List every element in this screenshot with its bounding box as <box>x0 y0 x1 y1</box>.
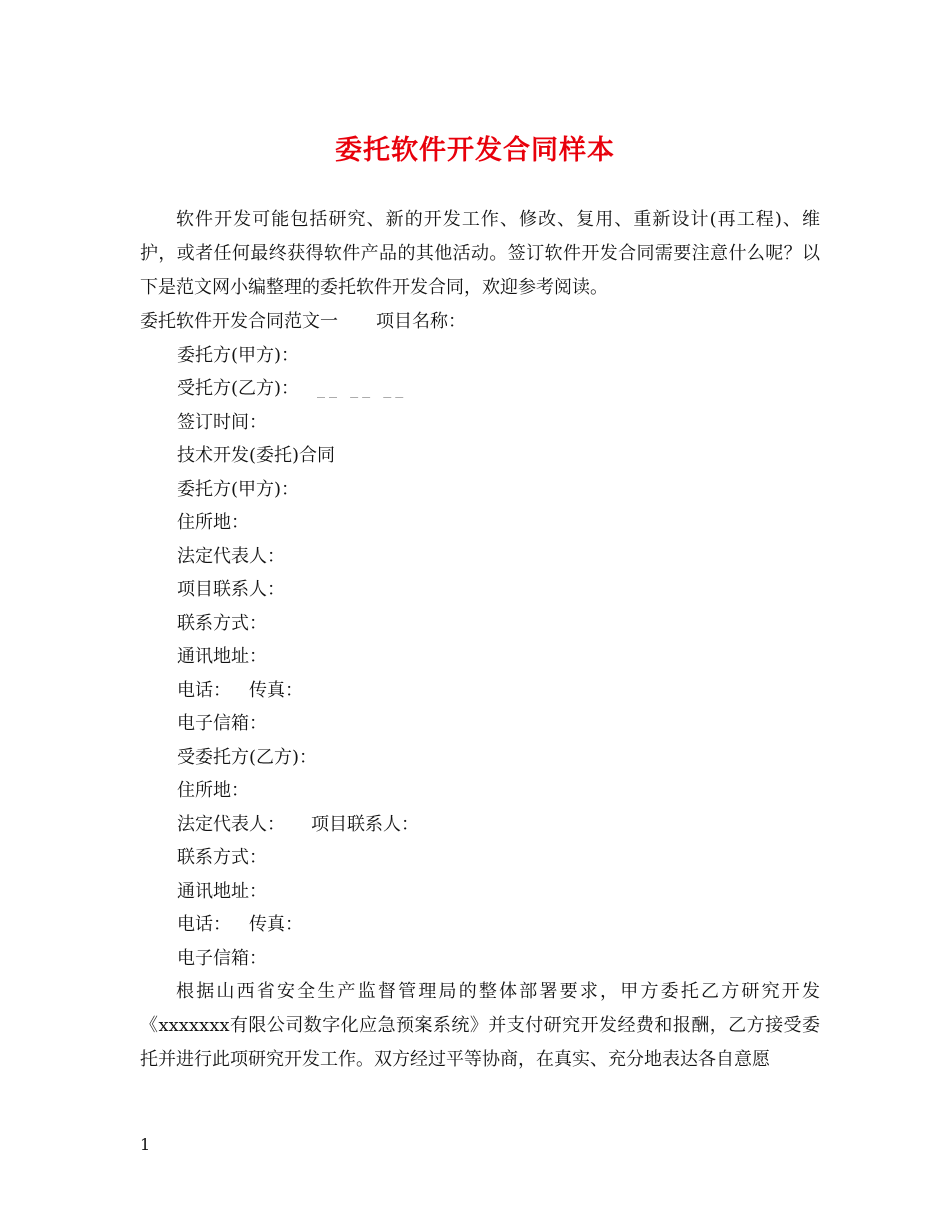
party-b-heading: 受委托方(乙方)： <box>177 746 318 768</box>
cover-contractor-line <box>140 372 820 406</box>
party-b-fax: 传真： <box>249 914 303 935</box>
party-b-phone: 电话： <box>177 914 231 935</box>
party-b-contact-method: 联系方式： <box>177 847 267 868</box>
party-b-legal-rep: 法定代表人： <box>177 813 285 835</box>
contract-type: 技术开发(委托)合同 <box>177 445 336 466</box>
contractor-blank: __ __ __ <box>317 379 408 398</box>
cover-client: 委托方(甲方)： <box>177 344 300 366</box>
party-a-heading: 委托方(甲方)： <box>177 478 300 500</box>
party-b-legal-rep-contact <box>140 808 820 842</box>
party-a-mailing-address: 通讯地址： <box>177 646 267 667</box>
cover-contractor: 受托方(乙方)： <box>177 378 300 399</box>
document-body <box>140 203 820 1077</box>
party-b-mailing-address: 通讯地址： <box>177 880 267 902</box>
project-name-label: 项目名称： <box>376 311 466 332</box>
party-b-address: 住所地： <box>177 780 249 801</box>
party-a-project-contact: 项目联系人： <box>177 579 285 600</box>
sample-heading-line <box>140 305 820 339</box>
party-b-email: 电子信箱： <box>177 947 267 969</box>
intro-paragraph: 软件开发可能包括研究、新的开发工作、修改、复用、重新设计(再工程)、维护，或者任何最终获得软件产品的其他活动。签订软件开发合同需要注意什么呢？以下是范文网小编整理的委托软件开发合同，欢迎参考阅读。 <box>140 209 820 298</box>
party-a-email: 电子信箱： <box>177 713 267 734</box>
body-paragraph: 根据山西省安全生产监督管理局的整体部署要求，甲方委托乙方研究开发《xxxxxxx有限公司数字化应急预案系统》并支付研究开发经费和报酬，乙方接受委托并进行此项研究开发工作。双方经过平等协商，在真实、充分地表达各自意愿 <box>140 981 820 1070</box>
party-a-address: 住所地： <box>177 512 249 533</box>
party-a-phone-fax <box>140 674 820 708</box>
party-a-phone: 电话： <box>177 679 231 701</box>
page-number: 1 <box>140 1135 151 1154</box>
party-b-phone-fax <box>140 908 820 942</box>
party-b-project-contact: 项目联系人： <box>311 813 419 835</box>
cover-sign-date: 签订时间： <box>177 411 267 433</box>
party-a-fax: 传真： <box>249 679 303 701</box>
party-a-contact-method: 联系方式： <box>177 612 267 634</box>
document-title: 委托软件开发合同样本 <box>335 135 615 166</box>
party-a-legal-rep: 法定代表人： <box>177 545 285 567</box>
sample-heading: 委托软件开发合同范文一 <box>140 311 338 332</box>
